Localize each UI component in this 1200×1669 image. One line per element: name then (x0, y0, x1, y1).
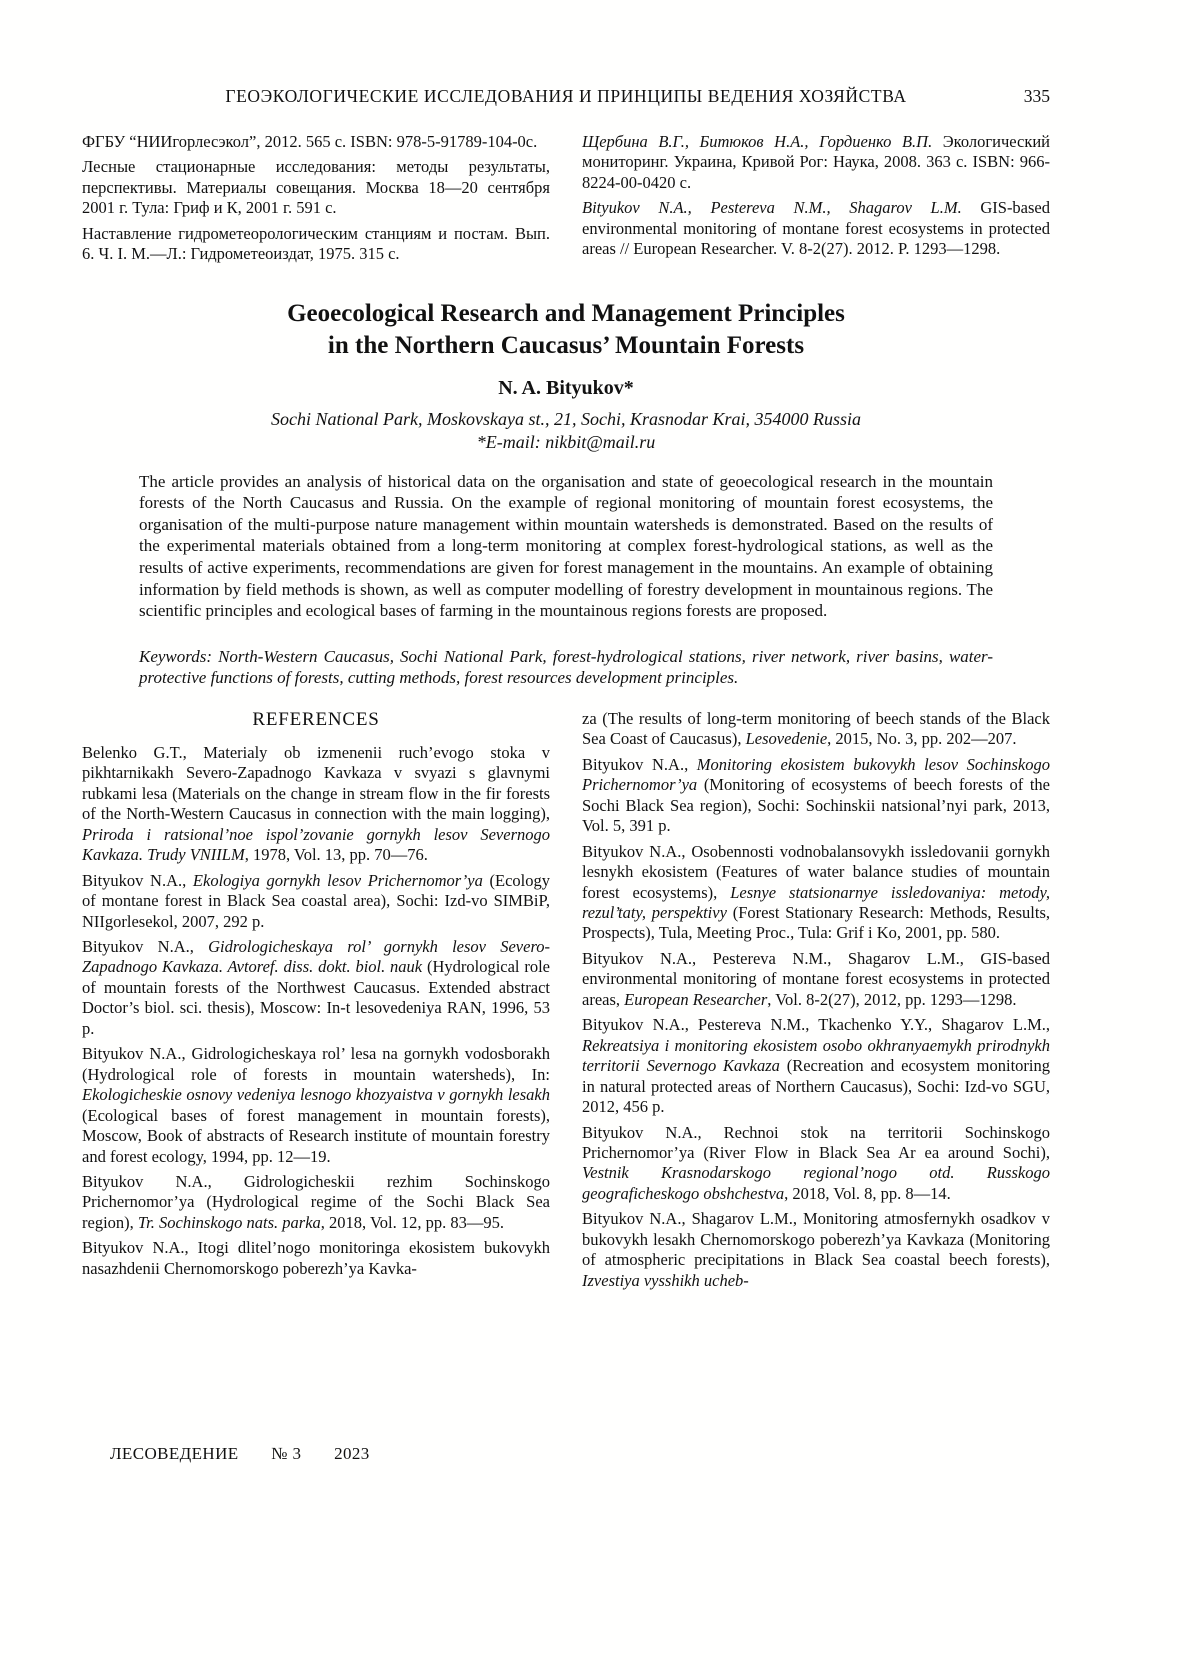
reference-italic-text: Щербина В.Г., Битюков Н.А., Гордиенко В.П. (582, 132, 933, 151)
reference-entry (82, 224, 550, 265)
references-heading: REFERENCES (252, 708, 380, 730)
reference-text: ФГБУ “НИИгорлесэкол”, 2012. 565 с. ISBN: 978-5-91789-104-0с. (82, 132, 538, 151)
top-references-section (82, 132, 1050, 270)
reference-text: Bityukov N.A., Osobennosti vodnobalansovykh issledovanii gornykh lesnykh ekosistem (Features of water balance studies of mountain forest ecosystems), (582, 841, 1050, 902)
reference-text: Bityukov N.A., Pestereva N.M., Shagarov L.M., GIS-based environmental monitoring of montane forest ecosystems in protected areas, (582, 948, 1050, 1009)
reference-text: (Ecology of montane forest in Black Sea coastal area), Sochi: Izd-vo SIMBiP, NIIgorlesekol, 2007, 292 p. (82, 870, 550, 931)
reference-italic-text: Ekologiya gornykh lesov Prichernomor’ya (192, 870, 483, 890)
article-email: *E-mail: nikbit@mail.ru (476, 431, 656, 452)
reference-italic-text: Gidrologicheskaya rol’ gornykh lesov Severo-Zapadnogo Kavkaza. Avtoref. diss. dokt. biol. nauk (82, 937, 550, 977)
reference-entry (82, 157, 550, 218)
abstract-text: The article provides an analysis of historical data on the organisation and state of geoecological research in the mountain forests of the North Caucasus and Russia. On the example of regional monitoring of mountain forest ecosystems, the organisation of the multi-purpose nature management within mountain watersheds is demonstrated. Based on the results of the experimental materials obtained from a long-term monitoring at complex forest-hydrological stations, as well as the results of active experiments, recommendations are given for forest management in the mountains. An example of obtaining information by field methods is shown, as well as computer modelling of forestry development in mountainous regions. The scientific principles and ecological bases of farming in the mountainous regions forests are proposed. (139, 471, 993, 621)
top-references-right-column (582, 132, 1050, 270)
reference-text: Bityukov N.A., Rechnoi stok na territorii Sochinskogo Prichernomor’ya (River Flow in Black Sea Ar ea around Sochi), (582, 1122, 1050, 1162)
reference-italic-text: Rekreatsiya i monitoring ekosistem osobo okhranyaemykh prirodnykh territorii Severnogo Kavkaza (582, 1035, 1050, 1076)
article-title-line1: Geoecological Research and Management Principles (287, 299, 845, 327)
page-number: 335 (1023, 86, 1050, 106)
reference-entry (582, 842, 1050, 944)
reference-text: Bityukov N.A., Itogi dlitel’nogo monitoringa ekosistem bukovykh nasazhdenii Chernomorskogo poberezh’ya Kavka- (82, 1238, 550, 1278)
reference-entry (82, 871, 550, 932)
reference-text: Наставление гидрометеорологическим станциям и постам. Вып. 6. Ч. I. М.—Л.: Гидрометеоиздат, 1975. 315 с. (82, 223, 550, 264)
reference-text: (Recreation and ecosystem monitoring in natural protected areas of Northern Caucasus), Sochi: Izd-vo SGU, 2012, 456 p. (582, 1056, 1050, 1117)
footer-year: 2023 (334, 1444, 370, 1463)
reference-entry (82, 132, 550, 152)
article-affiliation: Sochi National Park, Moskovskaya st., 21, Sochi, Krasnodar Krai, 354000 Russia (271, 408, 861, 429)
reference-text: (Monitoring of ecosystems of beech forests of the Sochi Black Sea region), Sochi: Sochinskii natsional’nyi park, 2013, Vol. 5, 391 p. (582, 775, 1050, 836)
reference-italic-text: Tr. Sochinskogo nats. parka (137, 1212, 321, 1232)
reference-text: , 1978, Vol. 13, pp. 70—76. (244, 845, 428, 865)
footer-journal-name: ЛЕСОВЕДЕНИЕ (110, 1444, 239, 1463)
reference-entry (82, 1238, 550, 1279)
reference-italic-text: European Researcher (624, 989, 768, 1009)
article-title-block (82, 298, 1050, 453)
reference-entry (582, 1123, 1050, 1205)
reference-text: , 2018, Vol. 12, pp. 83—95. (320, 1212, 504, 1232)
running-title: ГЕОЭКОЛОГИЧЕСКИЕ ИССЛЕДОВАНИЯ И ПРИНЦИПЫ ВЕДЕНИЯ ХОЗЯЙСТВА (225, 86, 907, 106)
reference-text: Лесные стационарные исследования: методы результаты, перспективы. Материалы совещания. Москва 18—20 сентября 2001 г. Тула: Гриф и К, 2001 г. 591 с. (82, 157, 550, 218)
references-section (82, 709, 1050, 1296)
reference-entry (582, 1015, 1050, 1117)
reference-entry (82, 937, 550, 1039)
reference-entry (582, 198, 1050, 259)
reference-entry (582, 755, 1050, 837)
reference-text: , 2015, No. 3, pp. 202—207. (827, 729, 1017, 749)
reference-text: Bityukov N.A., Shagarov L.M., Monitoring atmosfernykh osadkov v bukovykh lesakh Chernomorskogo poberezh’ya Kavkaza (Monitoring of atmospheric precipitations in Black Sea coastal beech forests), (582, 1209, 1050, 1270)
reference-text: Bityukov N.A., (582, 754, 697, 774)
top-references-left-column (82, 132, 550, 270)
journal-footer (110, 1442, 380, 1466)
reference-text: (Hydrological role of mountain forests of the Northwest Caucasus. Extended abstract Doctor’s biol. sci. thesis), Moscow: In-t lesovedeniya RAN, 1996, 53 p. (82, 957, 550, 1038)
footer-issue: № 3 (271, 1444, 302, 1463)
references-left-column (82, 709, 550, 1296)
reference-text: , 2018, Vol. 8, pp. 8—14. (784, 1183, 951, 1203)
reference-italic-text: Lesovedenie (745, 729, 828, 749)
reference-italic-text: Priroda i ratsional’noe ispol’zovanie gornykh lesov Severnogo Kavkaza. Trudy VNIILM (82, 824, 550, 865)
reference-italic-text: Izvestiya vysshikh ucheb- (582, 1270, 749, 1290)
reference-text: Bityukov N.A., (82, 870, 193, 890)
article-title (82, 298, 1050, 363)
reference-text: Bityukov N.A., Pestereva N.M., Tkachenko Y.Y., Shagarov L.M., (582, 1015, 1050, 1035)
reference-text: (Forest Stationary Research: Methods, Results, Prospects), Tula, Meeting Proc., Tula: Grif i Ko, 2001, pp. 580. (582, 903, 1050, 943)
article-title-line2: in the Northern Caucasus’ Mountain Forests (327, 332, 805, 360)
reference-text: Bityukov N.A., (82, 937, 209, 956)
reference-text: (Ecological bases of forest management in mountain forests), Moscow, Book of abstracts of Research institute of mountain forestry and forest ecology, 1994, pp. 12—19. (82, 1105, 550, 1166)
reference-text: Bityukov N.A., Gidrologicheskaya rol’ lesa na gornykh vodosborakh (Hydrological role of forests in mountain watersheds), In: (82, 1044, 550, 1084)
reference-italic-text: Ekologicheskie osnovy vedeniya lesnogo khozyaistva v gornykh lesakh (82, 1085, 550, 1105)
reference-entry (582, 132, 1050, 193)
reference-text: Экологический мониторинг. Украина, Кривой Рог: Наука, 2008. 363 с. ISBN: 966-8224-00-0420 с. (582, 132, 1051, 192)
reference-entry (82, 1172, 550, 1233)
reference-entry (82, 743, 550, 866)
reference-italic-text: Bityukov N.A., Pestereva N.M., Shagarov L.M. (582, 198, 962, 218)
reference-text: , Vol. 8-2(27), 2012, pp. 1293—1298. (767, 989, 1017, 1009)
reference-italic-text: Lesnye statsionarnye issledovaniya: metody, rezul’taty, perspektivy (582, 882, 1051, 922)
reference-entry (582, 1209, 1050, 1291)
reference-italic-text: Vestnik Krasnodarskogo regional’nogo otd. Russkogo geograficheskogo obshchestva (582, 1163, 1050, 1203)
references-right-column (582, 709, 1050, 1296)
reference-entry (582, 949, 1050, 1010)
article-author: N. A. Bityukov* (498, 376, 634, 399)
reference-text: za (The results of long-term monitoring of beech stands of the Black Sea Coast of Caucasus), (582, 708, 1050, 749)
keywords-text: Keywords: North-Western Caucasus, Sochi National Park, forest-hydrological stations, river network, river basins, water-protective functions of forests, cutting methods, forest resources development principles. (139, 646, 993, 688)
reference-italic-text: Monitoring ekosistem bukovykh lesov Sochinskogo Prichernomor’ya (582, 754, 1050, 795)
reference-entry (82, 1044, 550, 1167)
reference-entry-continuation (582, 709, 1050, 750)
reference-text: GIS-based environmental monitoring of montane forest ecosystems in protected areas // European Researcher. V. 8-2(27). 2012. P. 1293—1298. (582, 198, 1051, 259)
reference-text: Bityukov N.A., Gidrologicheskii rezhim Sochinskogo Prichernomor’ya (Hydrological regime of the Sochi Black Sea region), (82, 1171, 550, 1232)
running-head (82, 86, 1050, 107)
reference-text: Belenko G.T., Materialy ob izmenenii ruch’evogo stoka v pikhtarnikakh Severo-Zapadnogo Kavkaza v svyazi s glavnymi rubkami lesa (Materials on the change in stream flow in the fir forests of the North-Western Caucasus in connection with the main logging), (82, 742, 550, 824)
